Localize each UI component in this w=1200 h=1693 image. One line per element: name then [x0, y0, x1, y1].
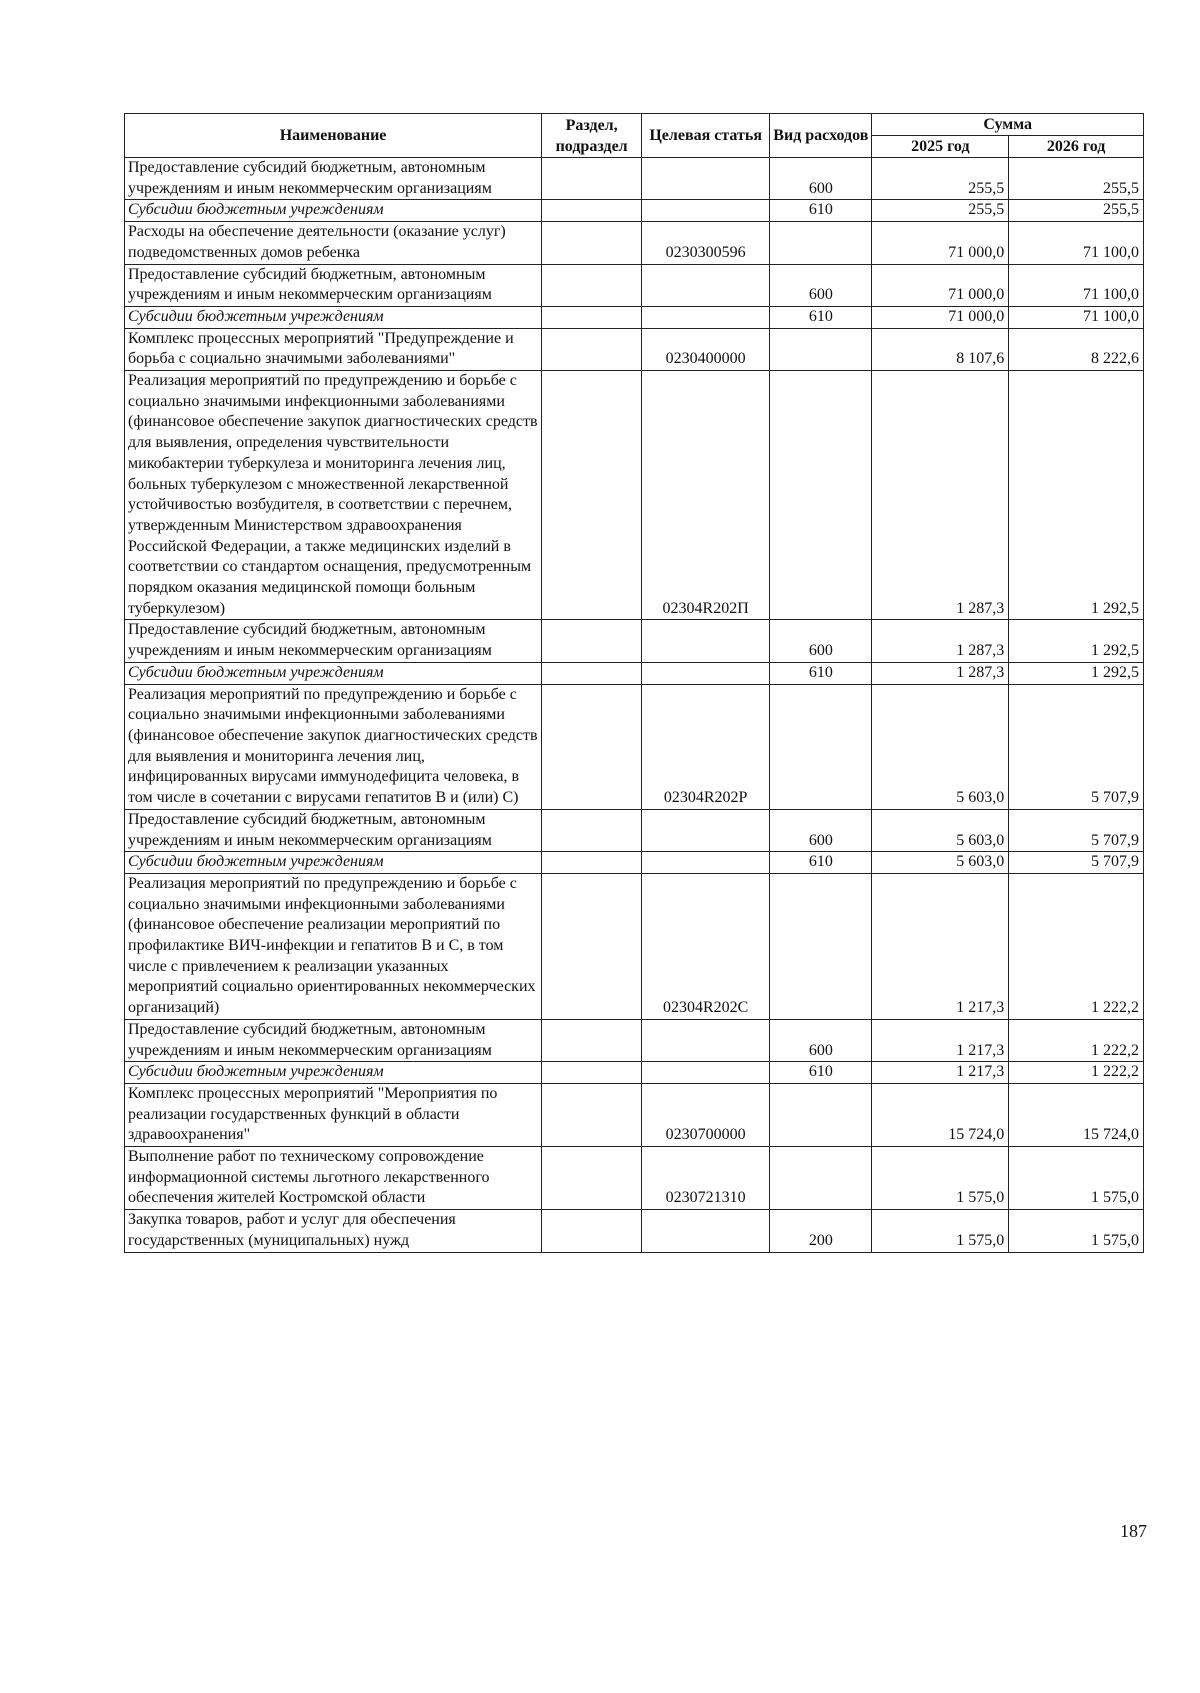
- row-kind-cell: 600: [770, 158, 872, 200]
- row-name-cell: Предоставление субсидий бюджетным, автономным учреждениям и иным некоммерческим организациям: [125, 620, 542, 662]
- row-target-cell: [642, 200, 770, 222]
- table-row: [125, 264, 1144, 306]
- table-row: [125, 158, 1144, 200]
- row-name-cell: Субсидии бюджетным учреждениям: [125, 1062, 542, 1084]
- row-kind-cell: [770, 371, 872, 620]
- row-kind-cell: [770, 684, 872, 809]
- row-target-cell: [642, 1062, 770, 1084]
- row-name-cell: Предоставление субсидий бюджетным, автономным учреждениям и иным некоммерческим организациям: [125, 158, 542, 200]
- row-sum-2025-cell: 71 000,0: [872, 306, 1009, 328]
- row-section-cell: [542, 852, 642, 874]
- row-target-cell: 0230721310: [642, 1147, 770, 1210]
- row-sum-2026-cell: 1 292,5: [1009, 371, 1144, 620]
- row-sum-2025-cell: 5 603,0: [872, 852, 1009, 874]
- row-name-cell: Субсидии бюджетным учреждениям: [125, 662, 542, 684]
- row-sum-2026-cell: 1 575,0: [1009, 1210, 1144, 1252]
- table-row: [125, 662, 1144, 684]
- table-row: [125, 200, 1144, 222]
- row-target-cell: [642, 1210, 770, 1252]
- budget-document: [124, 113, 1144, 1253]
- row-sum-2026-cell: 1 222,2: [1009, 1062, 1144, 1084]
- row-sum-2025-cell: 1 575,0: [872, 1210, 1009, 1252]
- row-name-cell: Комплекс процессных мероприятий "Предупреждение и борьба с социально значимыми заболеваниями": [125, 328, 542, 370]
- row-name-cell: Субсидии бюджетным учреждениям: [125, 852, 542, 874]
- budget-table: [124, 113, 1144, 1253]
- row-section-cell: [542, 200, 642, 222]
- row-name-cell: Выполнение работ по техническому сопровождение информационной системы льготного лекарственного обеспечения жителей Костромской области: [125, 1147, 542, 1210]
- row-sum-2026-cell: 255,5: [1009, 200, 1144, 222]
- row-kind-cell: 610: [770, 662, 872, 684]
- row-sum-2025-cell: 1 287,3: [872, 662, 1009, 684]
- row-kind-cell: 610: [770, 306, 872, 328]
- row-name-cell: Предоставление субсидий бюджетным, автономным учреждениям и иным некоммерческим организациям: [125, 1019, 542, 1061]
- row-kind-cell: [770, 328, 872, 370]
- row-target-cell: 0230300596: [642, 222, 770, 264]
- row-kind-cell: 600: [770, 809, 872, 851]
- row-sum-2026-cell: 1 222,2: [1009, 873, 1144, 1019]
- row-sum-2025-cell: 71 000,0: [872, 222, 1009, 264]
- header-year-2025: 2025 год: [872, 136, 1009, 158]
- row-section-cell: [542, 662, 642, 684]
- row-sum-2025-cell: 1 217,3: [872, 1019, 1009, 1061]
- row-kind-cell: 610: [770, 200, 872, 222]
- header-sum: Сумма: [872, 114, 1144, 136]
- row-section-cell: [542, 264, 642, 306]
- row-section-cell: [542, 1147, 642, 1210]
- header-section: Раздел, подраздел: [542, 114, 642, 158]
- row-kind-cell: [770, 1083, 872, 1146]
- row-name-cell: Комплекс процессных мероприятий "Мероприятия по реализации государственных функций в области здравоохранения": [125, 1083, 542, 1146]
- row-sum-2026-cell: 255,5: [1009, 158, 1144, 200]
- row-sum-2025-cell: 5 603,0: [872, 684, 1009, 809]
- row-sum-2025-cell: 255,5: [872, 200, 1009, 222]
- row-section-cell: [542, 222, 642, 264]
- table-row: [125, 620, 1144, 662]
- row-section-cell: [542, 1062, 642, 1084]
- row-kind-cell: 600: [770, 620, 872, 662]
- row-section-cell: [542, 1210, 642, 1252]
- row-target-cell: 02304R202П: [642, 371, 770, 620]
- row-sum-2025-cell: 1 287,3: [872, 620, 1009, 662]
- row-name-cell: Закупка товаров, работ и услуг для обеспечения государственных (муниципальных) нужд: [125, 1210, 542, 1252]
- row-target-cell: 02304R202P: [642, 684, 770, 809]
- table-row: [125, 1019, 1144, 1061]
- row-name-cell: Предоставление субсидий бюджетным, автономным учреждениям и иным некоммерческим организациям: [125, 809, 542, 851]
- row-target-cell: [642, 264, 770, 306]
- row-kind-cell: [770, 873, 872, 1019]
- row-kind-cell: 200: [770, 1210, 872, 1252]
- row-sum-2026-cell: 1 222,2: [1009, 1019, 1144, 1061]
- header-kind: Вид расходов: [770, 114, 872, 158]
- row-target-cell: [642, 662, 770, 684]
- row-target-cell: [642, 809, 770, 851]
- row-sum-2026-cell: 71 100,0: [1009, 306, 1144, 328]
- table-row: [125, 328, 1144, 370]
- row-sum-2026-cell: 1 292,5: [1009, 662, 1144, 684]
- row-sum-2026-cell: 71 100,0: [1009, 222, 1144, 264]
- row-section-cell: [542, 809, 642, 851]
- header-target: Целевая статья: [642, 114, 770, 158]
- table-row: [125, 684, 1144, 809]
- row-section-cell: [542, 306, 642, 328]
- row-sum-2026-cell: 71 100,0: [1009, 264, 1144, 306]
- table-row: [125, 306, 1144, 328]
- row-sum-2026-cell: 8 222,6: [1009, 328, 1144, 370]
- row-kind-cell: 600: [770, 264, 872, 306]
- row-section-cell: [542, 1083, 642, 1146]
- budget-table-body: [125, 158, 1144, 1253]
- row-section-cell: [542, 158, 642, 200]
- row-name-cell: Расходы на обеспечение деятельности (оказание услуг) подведомственных домов ребенка: [125, 222, 542, 264]
- row-name-cell: Реализация мероприятий по предупреждению и борьбе с социально значимыми инфекционными заболеваниями (финансовое обеспечение закупок диагностических средств для выявления, определения чувствительности микобактерии туберкулеза и мониторинга лечения лиц, больных туберкулезом с множественной лекарственной устойчивостью возбудителя, в соответствии с перечнем, утвержденным Министерством здравоохранения Российской Федерации, а также медицинских изделий в соответствии со стандартом оснащения, предусмотренным порядком оказания медицинской помощи больным туберкулезом): [125, 371, 542, 620]
- row-target-cell: 0230700000: [642, 1083, 770, 1146]
- row-target-cell: 02304R202C: [642, 873, 770, 1019]
- row-section-cell: [542, 684, 642, 809]
- row-sum-2025-cell: 5 603,0: [872, 809, 1009, 851]
- row-name-cell: Субсидии бюджетным учреждениям: [125, 306, 542, 328]
- table-row: [125, 371, 1144, 620]
- table-row: [125, 1210, 1144, 1252]
- row-section-cell: [542, 371, 642, 620]
- row-sum-2025-cell: 1 287,3: [872, 371, 1009, 620]
- row-target-cell: [642, 158, 770, 200]
- header-name: Наименование: [125, 114, 542, 158]
- table-row: [125, 873, 1144, 1019]
- row-kind-cell: 600: [770, 1019, 872, 1061]
- table-row: [125, 222, 1144, 264]
- table-row: [125, 1147, 1144, 1210]
- table-row: [125, 1062, 1144, 1084]
- row-name-cell: Предоставление субсидий бюджетным, автономным учреждениям и иным некоммерческим организациям: [125, 264, 542, 306]
- row-sum-2026-cell: 5 707,9: [1009, 684, 1144, 809]
- table-row: [125, 852, 1144, 874]
- row-name-cell: Реализация мероприятий по предупреждению и борьбе с социально значимыми инфекционными заболеваниями (финансовое обеспечение реализации мероприятий по профилактике ВИЧ-инфекции и гепатитов B и C, в том числе с привлечением к реализации указанных мероприятий социально ориентированных некоммерческих организаций): [125, 873, 542, 1019]
- row-target-cell: 0230400000: [642, 328, 770, 370]
- table-row: [125, 809, 1144, 851]
- row-sum-2025-cell: 71 000,0: [872, 264, 1009, 306]
- page-number: 187: [1120, 1521, 1147, 1541]
- row-name-cell: Реализация мероприятий по предупреждению и борьбе с социально значимыми инфекционными заболеваниями (финансовое обеспечение закупок диагностических средств для выявления и мониторинга лечения лиц, инфицированных вирусами иммунодефицита человека, в том числе в сочетании с вирусами гепатитов B и (или) C): [125, 684, 542, 809]
- row-sum-2025-cell: 8 107,6: [872, 328, 1009, 370]
- table-row: [125, 1083, 1144, 1146]
- row-section-cell: [542, 1019, 642, 1061]
- row-kind-cell: [770, 222, 872, 264]
- row-target-cell: [642, 1019, 770, 1061]
- row-name-cell: Субсидии бюджетным учреждениям: [125, 200, 542, 222]
- row-section-cell: [542, 328, 642, 370]
- row-section-cell: [542, 620, 642, 662]
- row-sum-2025-cell: 1 575,0: [872, 1147, 1009, 1210]
- row-kind-cell: 610: [770, 852, 872, 874]
- row-sum-2026-cell: 5 707,9: [1009, 852, 1144, 874]
- row-target-cell: [642, 306, 770, 328]
- row-kind-cell: 610: [770, 1062, 872, 1084]
- row-sum-2025-cell: 255,5: [872, 158, 1009, 200]
- row-target-cell: [642, 852, 770, 874]
- row-target-cell: [642, 620, 770, 662]
- row-sum-2025-cell: 15 724,0: [872, 1083, 1009, 1146]
- row-kind-cell: [770, 1147, 872, 1210]
- row-sum-2026-cell: 1 575,0: [1009, 1147, 1144, 1210]
- row-sum-2025-cell: 1 217,3: [872, 1062, 1009, 1084]
- row-sum-2026-cell: 1 292,5: [1009, 620, 1144, 662]
- row-section-cell: [542, 873, 642, 1019]
- header-year-2026: 2026 год: [1009, 136, 1144, 158]
- row-sum-2025-cell: 1 217,3: [872, 873, 1009, 1019]
- row-sum-2026-cell: 5 707,9: [1009, 809, 1144, 851]
- row-sum-2026-cell: 15 724,0: [1009, 1083, 1144, 1146]
